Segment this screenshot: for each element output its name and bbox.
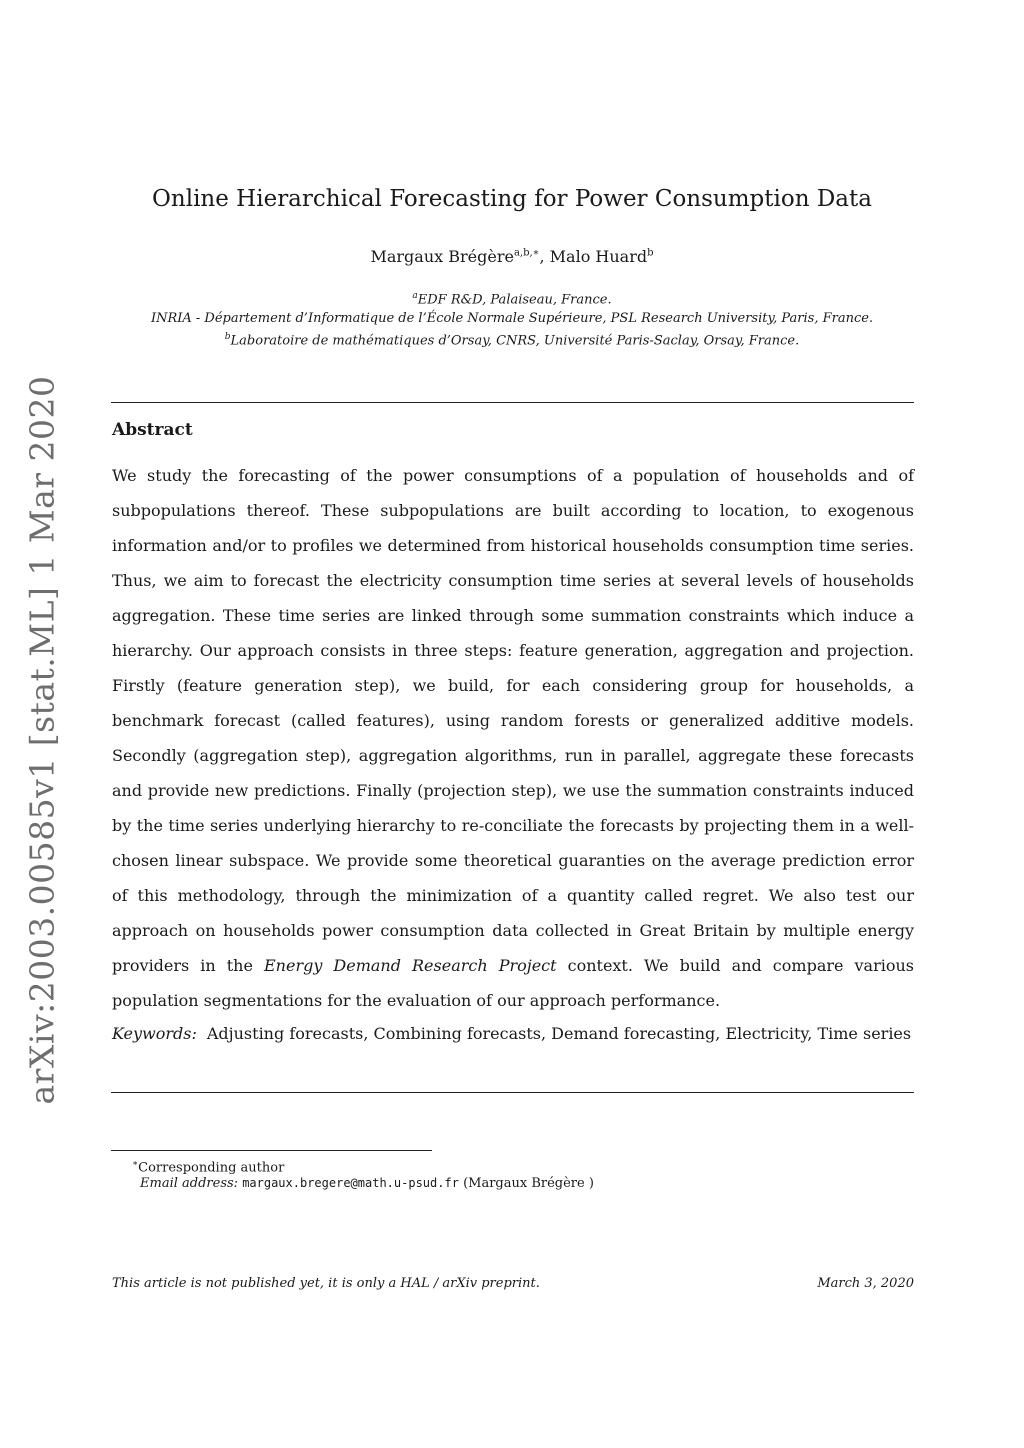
arxiv-sidebar-id: arXiv:2003.00585v1 [stat.ML] 1 Mar 2020 [22, 375, 62, 1105]
abstract-text: context. We build and compare various population segmentations for the evaluation of our approach performance. [112, 956, 915, 1010]
abstract-emphasis: Energy Demand Research Project [264, 956, 557, 975]
author-name: Margaux Brégère [370, 247, 514, 266]
email-address[interactable]: margaux.bregere@math.u-psud.fr [242, 1176, 459, 1190]
author-name: Malo Huard [549, 247, 648, 266]
affiliation-marker: b [224, 332, 231, 343]
affiliation-text: Laboratoire de mathématiques d’Orsay, CNRS, Université Paris-Saclay, Orsay, France. [230, 333, 800, 349]
abstract-body [112, 458, 914, 1018]
footer-date: March 3, 2020 [817, 1276, 914, 1291]
affiliation-text: EDF R&D, Palaiseau, France. [417, 292, 612, 308]
paper-title: Online Hierarchical Forecasting for Power Consumption Data [152, 186, 872, 212]
abstract-heading: Abstract [112, 420, 193, 440]
author-list: Margaux Brégère$^{a,b,∗}$, Malo Huard$^b$ [370, 247, 654, 266]
affiliation-line [0, 328, 1024, 350]
affiliation-line [0, 287, 1024, 309]
footnote-marker: ∗ [132, 1159, 139, 1169]
affiliation-line [0, 309, 1024, 328]
affiliation-text: INRIA - Département d’Informatique de l’École Normale Supérieure, PSL Research University, Paris, France. [150, 311, 874, 327]
author-affiliation-marker: a,b,∗ [513, 247, 540, 259]
footnote-rule [111, 1150, 432, 1151]
abstract-bottom-rule [111, 1092, 914, 1093]
author-affiliation-marker: b [647, 247, 654, 259]
keywords-label: Keywords: [112, 1024, 197, 1043]
abstract-top-rule [111, 402, 914, 403]
affiliations [0, 287, 1024, 351]
footnote-text: Corresponding author [138, 1160, 285, 1176]
abstract-text: We study the forecasting of the power consumptions of a population of households and of subpopulations thereof. These subpopulations are built according to location, to exogenous information and/or to profiles we determined from historical households consumption time series. Thus, we aim to forecast the electricity consumption time series at several levels of households aggregation. These time series are linked through some summation constraints which induce a hierarchy. Our approach consists in three steps: feature generation, aggregation and projection. Firstly (feature generation step), we build, for each considering group for households, a benchmark forecast (called features), using random forests or generalized additive models. Secondly (aggregation step), aggregation algorithms, run in parallel, aggregate these forecasts and provide new predictions. Finally (projection step), we use the summation constraints induced by the time series underlying hierarchy to re-conciliate the forecasts by projecting them in a well-chosen linear subspace. We provide some theoretical guaranties on the average prediction error of this methodology, through the minimization of a quantity called regret. We also test our approach on households power consumption data collected in Great Britain by multiple energy providers in the [112, 466, 914, 975]
email-owner: (Margaux Brégère ) [463, 1176, 594, 1191]
footer-note: This article is not published yet, it is only a HAL / arXiv preprint. [112, 1276, 540, 1291]
email-label: Email address: [140, 1176, 239, 1191]
affiliation-marker: a [412, 291, 418, 301]
keywords [112, 1016, 914, 1051]
footnote-email [140, 1173, 594, 1194]
keywords-list: Adjusting forecasts, Combining forecasts, Demand forecasting, Electricity, Time series [206, 1024, 912, 1043]
